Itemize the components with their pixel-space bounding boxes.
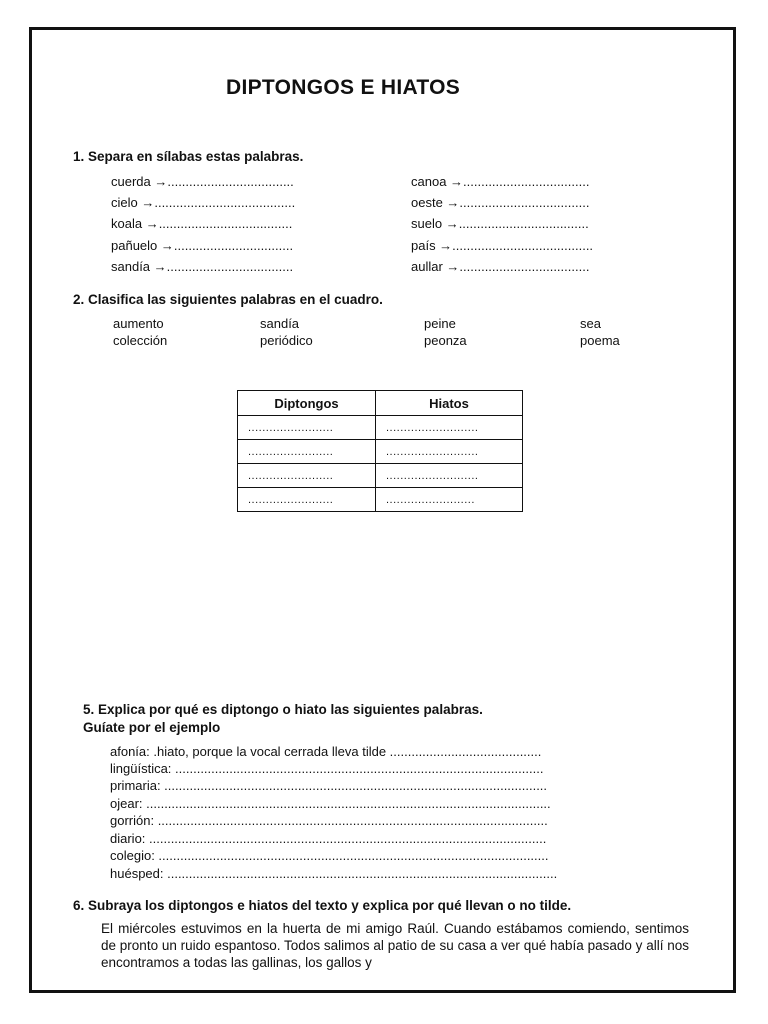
word-item: koala →..................................... (111, 216, 293, 231)
answer-line: huésped: ............................................................................................................ (110, 866, 558, 881)
table-row (238, 440, 523, 464)
word-item: sea (580, 316, 601, 331)
answer-line: primaria: .......................................................................................................... (110, 778, 548, 793)
question-1-heading: 1. Separa en sílabas estas palabras. (73, 149, 304, 164)
table-cell[interactable]: ........................ (238, 440, 376, 464)
answer-line: gorrión: ............................................................................................................ (110, 813, 548, 828)
word-item: cielo →....................................... (111, 195, 296, 210)
column-header-hiatos: Hiatos (376, 391, 523, 416)
table-cell[interactable]: .......................... (376, 464, 523, 488)
answer-line: afonía: .hiato, porque la vocal cerrada lleva tilde .......................................... (110, 744, 542, 759)
word-item: país →....................................... (411, 238, 594, 253)
word-item: aullar →.................................... (411, 259, 590, 274)
word-item: cuerda →................................... (111, 174, 294, 189)
word-item: aumento (113, 316, 164, 331)
table-row (238, 464, 523, 488)
table-cell[interactable]: ........................ (238, 488, 376, 512)
word-item: suelo →.................................... (411, 216, 589, 231)
answer-line: ojear: ................................................................................................................ (110, 796, 551, 811)
word-item: colección (113, 333, 168, 348)
word-item: sandía →................................... (111, 259, 294, 274)
table-row (238, 416, 523, 440)
table-header-row (238, 391, 523, 416)
table-cell[interactable]: ........................ (238, 416, 376, 440)
question-5-subheading: Guíate por el ejemplo (83, 720, 221, 735)
classification-table (237, 390, 523, 512)
answer-line: colegio: ............................................................................................................ (110, 848, 549, 863)
column-header-diptongos: Diptongos (238, 391, 376, 416)
word-item: peonza (424, 333, 467, 348)
question-2-heading: 2. Clasifica las siguientes palabras en el cuadro. (73, 292, 383, 307)
word-item: sandía (260, 316, 300, 331)
answer-line: diario: .............................................................................................................. (110, 831, 547, 846)
table-cell[interactable]: .......................... (376, 416, 523, 440)
table-cell[interactable]: ........................ (238, 464, 376, 488)
page-title: DIPTONGOS E HIATOS (226, 76, 461, 99)
table-row (238, 488, 523, 512)
answer-line: lingüística: ...................................................................................................... (110, 761, 544, 776)
table-cell[interactable]: ......................... (376, 488, 523, 512)
word-item: peine (424, 316, 456, 331)
question-6-heading: 6. Subraya los diptongos e hiatos del texto y explica por qué llevan o no tilde. (73, 898, 572, 913)
question-5-heading: 5. Explica por qué es diptongo o hiato las siguientes palabras. (83, 702, 483, 717)
question-6-text: El miércoles estuvimos en la huerta de mi amigo Raúl. Cuando estábamos comiendo, sentimos de pronto un ruido espantoso. Todos salimos al patio de su casa a ver qué había pasado y allí nos encontramos a todas las gallinas, los gallos y (101, 921, 689, 970)
word-item: periódico (260, 333, 313, 348)
word-item: oeste →.................................... (411, 195, 590, 210)
table-cell[interactable]: .......................... (376, 440, 523, 464)
word-item: canoa →................................... (411, 174, 590, 189)
word-item: poema (580, 333, 620, 348)
word-item: pañuelo →................................. (111, 238, 294, 253)
